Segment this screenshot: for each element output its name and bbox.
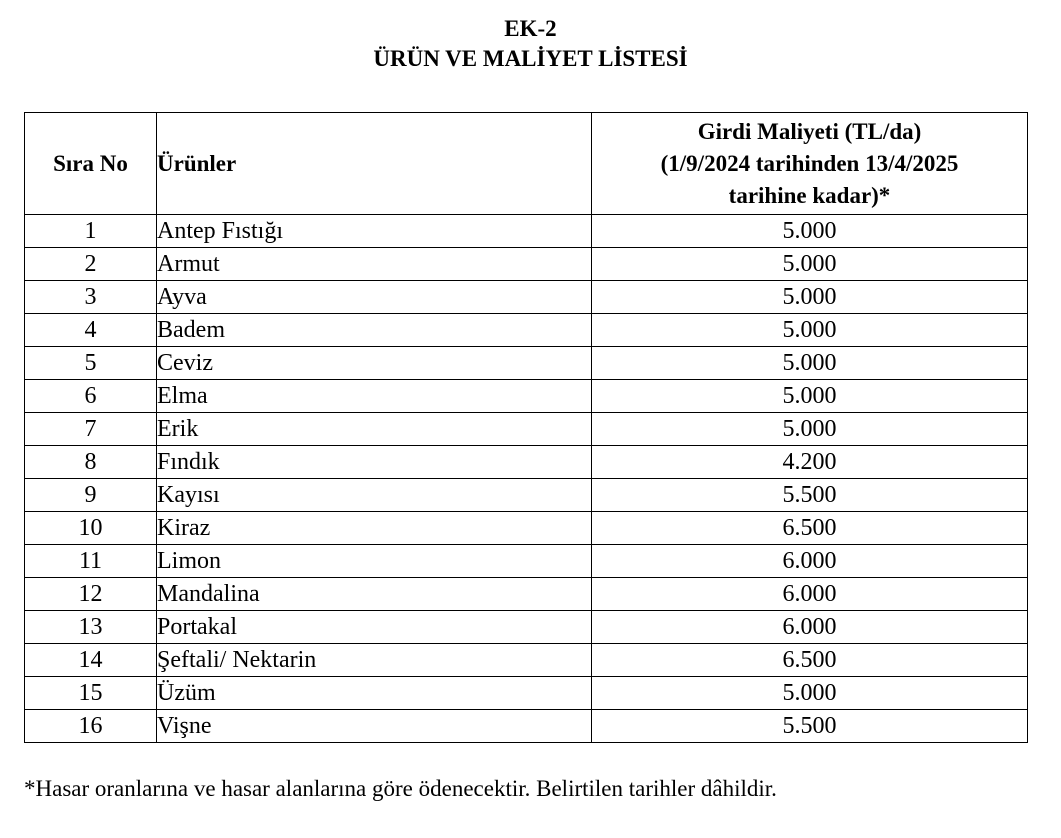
row-cost: 5.000 xyxy=(592,314,1028,347)
table-header-row xyxy=(25,113,1028,215)
row-cost: 4.200 xyxy=(592,446,1028,479)
product-cost-table xyxy=(24,112,1028,743)
row-product: Mandalina xyxy=(157,578,592,611)
row-product: Badem xyxy=(157,314,592,347)
table-row xyxy=(25,314,1028,347)
row-cost: 6.500 xyxy=(592,644,1028,677)
header-sira-no: Sıra No xyxy=(25,113,157,215)
row-product: Şeftali/ Nektarin xyxy=(157,644,592,677)
row-cost: 5.000 xyxy=(592,413,1028,446)
header-cost-line-2: (1/9/2024 tarihinden 13/4/2025 xyxy=(660,150,959,176)
row-cost: 5.000 xyxy=(592,380,1028,413)
header-girdi-maliyeti xyxy=(592,113,1028,215)
document-header xyxy=(0,14,1061,74)
row-number: 16 xyxy=(25,710,157,743)
table-row xyxy=(25,545,1028,578)
row-number: 5 xyxy=(25,347,157,380)
row-cost: 5.000 xyxy=(592,677,1028,710)
table-row xyxy=(25,644,1028,677)
table-row xyxy=(25,215,1028,248)
row-number: 10 xyxy=(25,512,157,545)
table-row xyxy=(25,611,1028,644)
row-number: 11 xyxy=(25,545,157,578)
row-cost: 6.000 xyxy=(592,611,1028,644)
table-row xyxy=(25,512,1028,545)
page-title: ÜRÜN VE MALİYET LİSTESİ xyxy=(373,46,688,71)
row-cost: 5.000 xyxy=(592,281,1028,314)
row-product: Vişne xyxy=(157,710,592,743)
row-number: 6 xyxy=(25,380,157,413)
row-cost: 5.000 xyxy=(592,215,1028,248)
row-cost: 5.500 xyxy=(592,479,1028,512)
row-product: Kayısı xyxy=(157,479,592,512)
row-cost: 6.000 xyxy=(592,545,1028,578)
row-cost: 5.500 xyxy=(592,710,1028,743)
row-product: Armut xyxy=(157,248,592,281)
table-row xyxy=(25,479,1028,512)
row-number: 7 xyxy=(25,413,157,446)
row-number: 4 xyxy=(25,314,157,347)
header-cost-line-1: Girdi Maliyeti (TL/da) xyxy=(697,118,922,144)
table-row xyxy=(25,710,1028,743)
row-number: 15 xyxy=(25,677,157,710)
row-product: Üzüm xyxy=(157,677,592,710)
table-row xyxy=(25,281,1028,314)
row-product: Erik xyxy=(157,413,592,446)
header-cost-line-3: tarihine kadar)* xyxy=(728,182,891,208)
table-row xyxy=(25,347,1028,380)
annex-label: EK-2 xyxy=(504,16,557,41)
row-number: 1 xyxy=(25,215,157,248)
row-product: Antep Fıstığı xyxy=(157,215,592,248)
row-number: 3 xyxy=(25,281,157,314)
row-cost: 5.000 xyxy=(592,347,1028,380)
row-number: 14 xyxy=(25,644,157,677)
row-number: 2 xyxy=(25,248,157,281)
table-row xyxy=(25,248,1028,281)
row-cost: 6.500 xyxy=(592,512,1028,545)
row-product: Portakal xyxy=(157,611,592,644)
table-row xyxy=(25,446,1028,479)
table-row xyxy=(25,413,1028,446)
table-row xyxy=(25,578,1028,611)
row-number: 12 xyxy=(25,578,157,611)
row-product: Limon xyxy=(157,545,592,578)
table-row xyxy=(25,677,1028,710)
row-number: 9 xyxy=(25,479,157,512)
footnote: *Hasar oranlarına ve hasar alanlarına göre ödenecektir. Belirtilen tarihler dâhildir. xyxy=(24,776,777,801)
row-cost: 6.000 xyxy=(592,578,1028,611)
header-urunler: Ürünler xyxy=(157,113,592,215)
row-product: Kiraz xyxy=(157,512,592,545)
row-product: Ceviz xyxy=(157,347,592,380)
table-row xyxy=(25,380,1028,413)
row-cost: 5.000 xyxy=(592,248,1028,281)
row-number: 13 xyxy=(25,611,157,644)
table-body xyxy=(25,215,1028,743)
row-number: 8 xyxy=(25,446,157,479)
row-product: Fındık xyxy=(157,446,592,479)
row-product: Ayva xyxy=(157,281,592,314)
row-product: Elma xyxy=(157,380,592,413)
